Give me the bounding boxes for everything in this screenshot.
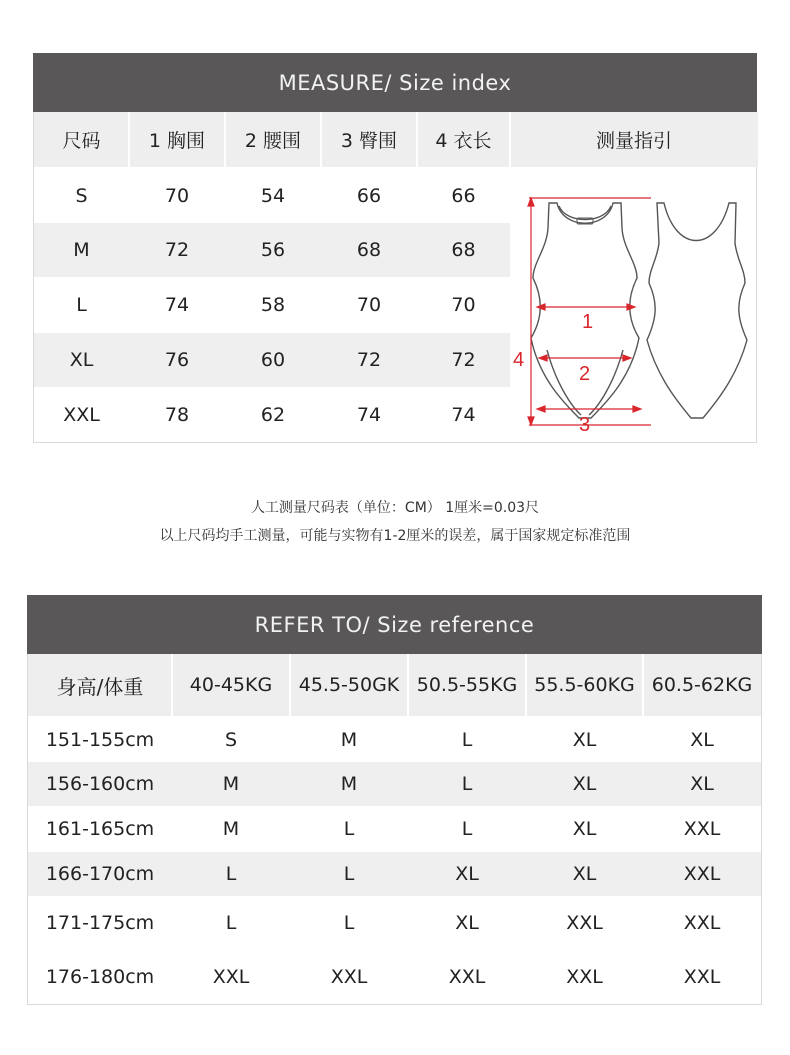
measure-table-header <box>34 112 758 167</box>
table-cell: XL <box>455 863 479 885</box>
table-cell: S <box>224 729 238 751</box>
table-cell: 78 <box>164 403 190 426</box>
table-cell: M <box>340 773 358 795</box>
table-cell: L <box>225 863 237 885</box>
figure-label-1: 1 <box>582 311 594 333</box>
table-cell: XL <box>690 773 714 795</box>
table-cell: 151-155cm <box>45 729 155 751</box>
table-cell: 72 <box>164 239 190 261</box>
table-cell: 70 <box>356 294 382 316</box>
table-cell: XL <box>572 863 597 885</box>
measure-note-line2: 以上尺码均手工测量，可能与实物有1-2厘米的误差，属于国家规定标准范围 <box>159 528 631 544</box>
table-cell: 68 <box>451 239 476 261</box>
table-cell: XXL <box>448 966 486 988</box>
table-cell: XXL <box>683 912 721 934</box>
table-cell: XL <box>455 912 479 934</box>
table-cell: XL <box>572 773 597 795</box>
table-cell: M <box>73 239 90 261</box>
header-weight-range: 45.5-50GK <box>298 674 400 696</box>
table-cell: 161-165cm <box>45 818 155 840</box>
reference-table <box>27 595 762 1005</box>
table-cell: L <box>343 863 355 885</box>
table-cell: 176-180cm <box>45 966 155 988</box>
table-cell: 66 <box>451 184 476 207</box>
table-cell: 68 <box>356 239 382 261</box>
table-cell: 166-170cm <box>45 863 155 885</box>
table-cell: L <box>76 294 87 316</box>
table-cell: 76 <box>164 349 190 371</box>
measure-table <box>33 53 757 443</box>
table-cell: L <box>461 818 473 840</box>
reference-table-header <box>28 654 761 716</box>
header-length: 4 衣长 <box>435 130 492 152</box>
measure-note-line1: 人工测量尺码表（单位：CM） 1厘米=0.03尺 <box>250 500 540 516</box>
header-waist: 2 腰围 <box>244 130 302 152</box>
figure-label-3: 3 <box>579 414 591 436</box>
table-cell: 74 <box>164 294 190 316</box>
header-weight-range: 60.5-62KG <box>651 674 753 696</box>
header-weight-range: 50.5-55KG <box>416 674 518 696</box>
swimsuit-back <box>647 203 747 418</box>
table-cell: 72 <box>356 349 382 371</box>
header-guide: 测量指引 <box>595 130 672 152</box>
table-cell: M <box>222 773 240 795</box>
header-hip: 3 臀围 <box>340 130 398 152</box>
table-cell: 62 <box>260 403 286 426</box>
header-weight-range: 55.5-60KG <box>534 674 635 696</box>
header-height-weight: 身高/体重 <box>56 674 144 699</box>
table-cell: L <box>225 912 237 934</box>
table-cell: XL <box>572 729 597 751</box>
figure-label-2: 2 <box>579 363 591 385</box>
header-weight-range: 40-45KG <box>189 674 273 696</box>
table-cell: 54 <box>260 184 286 207</box>
table-cell: XXL <box>63 403 100 426</box>
measurement-guide-illustration <box>511 168 757 443</box>
figure-label-4: 4 <box>513 349 525 371</box>
table-cell: XXL <box>566 912 603 934</box>
table-cell: 74 <box>451 403 476 426</box>
table-cell: XL <box>572 818 597 840</box>
table-cell: L <box>343 818 355 840</box>
header-chest: 1 胸围 <box>148 130 206 152</box>
table-cell: 74 <box>356 403 382 426</box>
table-cell: 60 <box>260 349 286 371</box>
table-cell: XXL <box>683 966 721 988</box>
table-cell: 70 <box>164 184 190 207</box>
table-cell: XXL <box>683 818 721 840</box>
table-cell: XL <box>69 349 94 371</box>
table-cell: 156-160cm <box>45 773 155 795</box>
table-cell: XXL <box>566 966 603 988</box>
table-cell: L <box>461 729 473 751</box>
table-cell: 171-175cm <box>45 912 155 934</box>
table-cell: M <box>340 729 358 751</box>
reference-table-title: REFER TO/ Size reference <box>27 595 762 654</box>
table-cell: L <box>343 912 355 934</box>
table-cell: 56 <box>260 239 286 261</box>
table-cell: S <box>75 184 88 207</box>
measure-table-title: MEASURE/ Size index <box>33 53 757 112</box>
table-cell: XXL <box>330 966 368 988</box>
table-cell: 66 <box>356 184 382 207</box>
table-cell: 58 <box>260 294 286 316</box>
table-cell: 70 <box>451 294 476 316</box>
table-cell: XL <box>690 729 714 751</box>
table-cell: XXL <box>212 966 250 988</box>
header-size: 尺码 <box>62 130 101 152</box>
table-cell: M <box>222 818 240 840</box>
table-cell: 72 <box>451 349 476 371</box>
table-cell: XXL <box>683 863 721 885</box>
table-cell: L <box>461 773 473 795</box>
